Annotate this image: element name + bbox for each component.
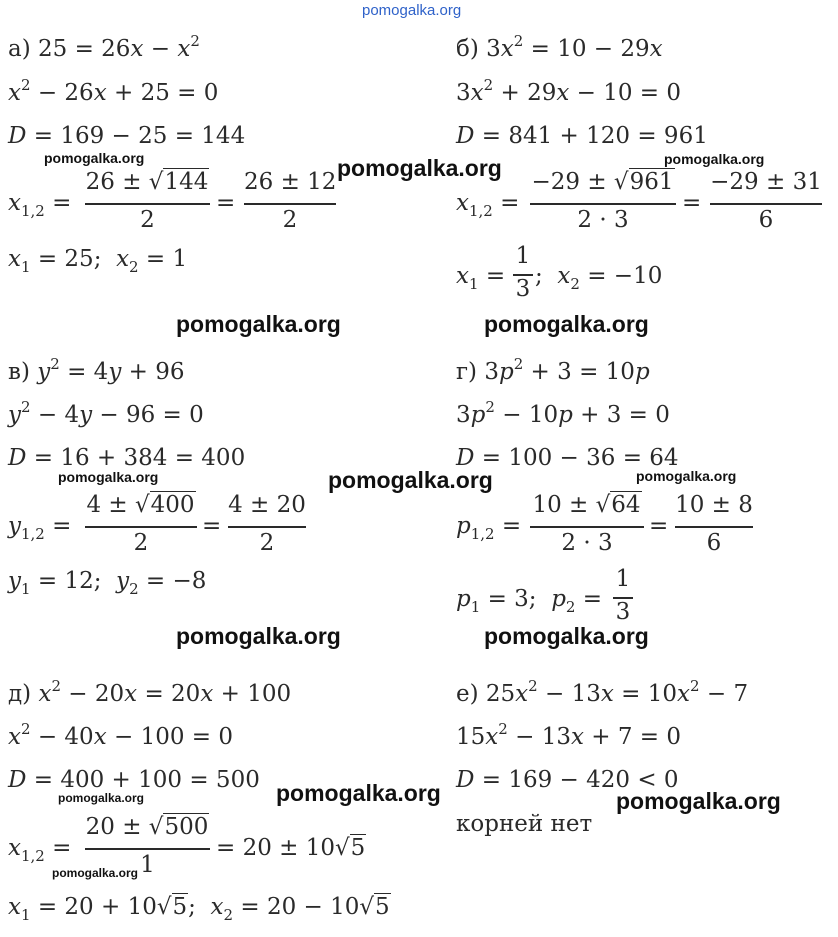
g-root1: $p_1 = 3$; $p_2$ =	[456, 586, 603, 616]
b-equals: =	[682, 190, 702, 216]
watermark-top-link[interactable]: pomogalka.org	[362, 2, 462, 19]
g-line-3: D = 100 − 36 = 64	[456, 445, 679, 471]
b-root2: ; $x_2 = -10$	[535, 263, 663, 293]
b-line-2: $3x^2 + 29x - 10 = 0$	[456, 76, 682, 106]
v-y12-lhs: $y_{1,2}$ =	[8, 513, 72, 543]
watermark-text: pomogalka.org	[484, 311, 649, 337]
watermark-text: pomogalka.org	[664, 151, 765, 167]
watermark-text: pomogalka.org	[484, 623, 649, 649]
watermark-text: pomogalka.org	[176, 311, 341, 337]
v-equals: =	[202, 513, 222, 539]
watermark-text: pomogalka.org	[337, 155, 502, 181]
v-roots: $y_1 = 12$; $y_2 = -8$	[8, 568, 207, 598]
g-line-1: г) $3p^2 + 3 = 10p$	[456, 355, 650, 385]
d-rhs: = 20 ± 10√5	[216, 835, 366, 861]
watermark-text: pomogalka.org	[58, 791, 145, 805]
a-line-2: $x^2 - 26x + 25 = 0$	[8, 76, 219, 106]
watermark-text: pomogalka.org	[328, 467, 493, 493]
a-roots: $x_1 = 25$; $x_2 = 1$	[8, 246, 188, 276]
e-line-2: $15x^2 - 13x + 7 = 0$	[456, 720, 682, 750]
e-result: корней нет	[456, 811, 593, 837]
d-x12-lhs: $x_{1,2}$ =	[8, 835, 72, 865]
g-p12-lhs: $p_{1,2}$ =	[456, 513, 522, 543]
e-line-3: D = 169 − 420 < 0	[456, 767, 679, 793]
b-x12-lhs: $x_{1,2}$ =	[456, 190, 520, 220]
g-equals: =	[649, 513, 669, 539]
d-roots: $x_1 = 20 + 10√5$; $x_2 = 20 - 10√5$	[8, 894, 390, 924]
watermark-text: pomogalka.org	[176, 623, 341, 649]
g-line-2: $3p^2 - 10p + 3 = 0$	[456, 398, 670, 428]
watermark-text: pomogalka.org	[276, 780, 441, 806]
b-line-3: D = 841 + 120 = 961	[456, 123, 708, 149]
e-line-1: е) $25x^2 - 13x = 10x^2 - 7$	[456, 677, 749, 707]
b-root1-lhs: $x_1$ =	[456, 263, 506, 293]
a-line-3: D = 169 − 25 = 144	[8, 123, 246, 149]
watermark-text: pomogalka.org	[636, 468, 737, 484]
a-line-1: а) $25 = 26x - x^2$	[8, 32, 200, 62]
a-equals: =	[216, 190, 236, 216]
watermark-text: pomogalka.org	[58, 469, 159, 485]
watermark-text: pomogalka.org	[616, 788, 781, 814]
d-line-2: $x^2 - 40x - 100 = 0$	[8, 720, 234, 750]
v-line-1: в) $y^2 = 4y + 96$	[8, 355, 185, 385]
d-line-3: D = 400 + 100 = 500	[8, 767, 260, 793]
a-x12-lhs: $x_{1,2}$ =	[8, 190, 72, 220]
watermark-text: pomogalka.org	[52, 866, 139, 880]
d-line-1: д) $x^2 - 20x = 20x + 100$	[8, 677, 292, 707]
v-line-2: $y^2 - 4y - 96 = 0$	[8, 398, 204, 428]
b-line-1: б) $3x^2 = 10 - 29x$	[456, 32, 663, 62]
watermark-text: pomogalka.org	[44, 150, 145, 166]
v-line-3: D = 16 + 384 = 400	[8, 445, 246, 471]
